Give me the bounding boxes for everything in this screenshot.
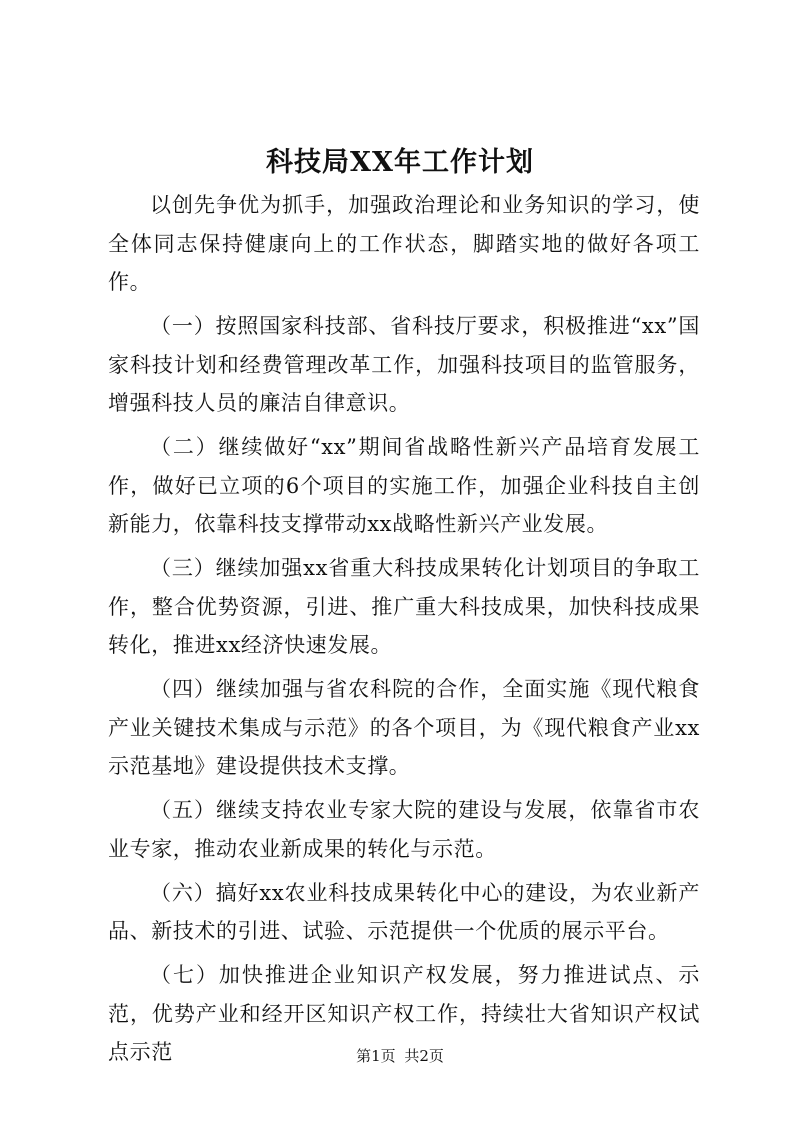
paragraph-item-4: （四）继续加强与省农科院的合作，全面实施《现代粮食产业关键技术集成与示范》的各个项目，为《现代粮食产业xx示范基地》建设提供技术支撑。	[108, 677, 700, 778]
paragraph-item-2: （二）继续做好“xx”期间省战略性新兴产品培育发展工作，做好已立项的6个项目的实施工作，加强企业科技自主创新能力，依靠科技支撑带动xx战略性新兴产业发展。	[108, 435, 700, 536]
paragraph-item-1: （一）按照国家科技部、省科技厅要求，积极推进“xx”国家科技计划和经费管理改革工作，加强科技项目的监管服务，增强科技人员的廉洁自律意识。	[108, 314, 700, 415]
page-number-current: 第1页	[356, 1047, 396, 1065]
paragraph-item-3: （三）继续加强xx省重大科技成果转化计划项目的争取工作，整合优势资源，引进、推广重大科技成果，加快科技成果转化，推进xx经济快速发展。	[108, 556, 700, 657]
paragraph-intro: 以创先争优为抓手，加强政治理论和业务知识的学习，使全体同志保持健康向上的工作状态，脚踏实地的做好各项工作。	[108, 193, 700, 294]
document-title: 科技局XX年工作计划	[266, 147, 534, 178]
page-footer	[0, 1046, 800, 1066]
document-body	[108, 186, 700, 1077]
paragraph-item-7: （七）加快推进企业知识产权发展，努力推进试点、示范，优势产业和经开区知识产权工作，持续壮大省知识产权试点示范	[108, 963, 700, 1064]
page-number-total: 共2页	[404, 1047, 444, 1065]
paragraph-item-5: （五）继续支持农业专家大院的建设与发展，依靠省市农业专家，推动农业新成果的转化与示范。	[108, 798, 700, 861]
paragraph-item-6: （六）搞好xx农业科技成果转化中心的建设，为农业新产品、新技术的引进、试验、示范提供一个优质的展示平台。	[108, 880, 700, 943]
